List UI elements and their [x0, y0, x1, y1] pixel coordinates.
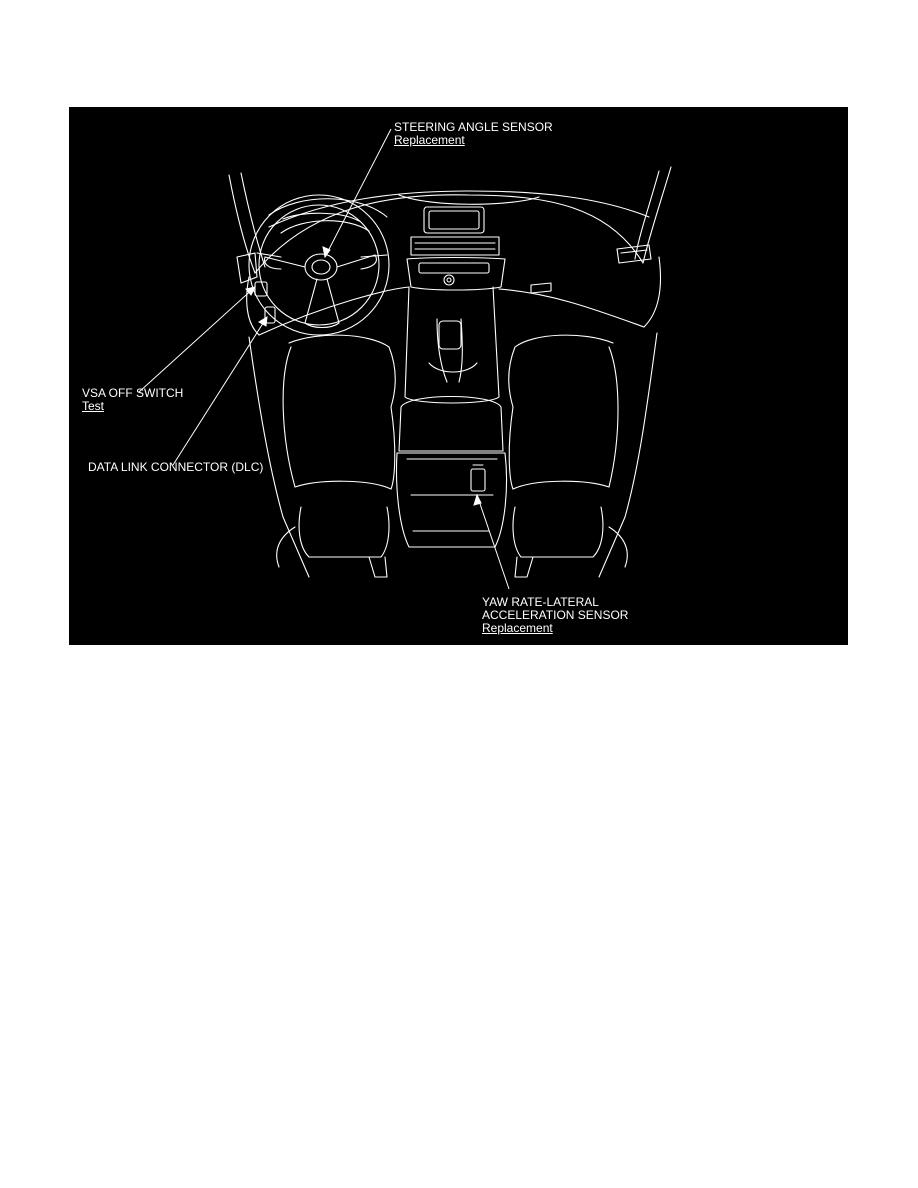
steering-angle-sensor-callout [394, 121, 553, 147]
yaw-leader [477, 495, 509, 589]
vsa-leader [139, 287, 255, 392]
component-location-diagram [69, 107, 848, 645]
yaw-rate-sensor-label-line2: ACCELERATION SENSOR [482, 608, 629, 622]
vsa-off-switch-callout [82, 387, 183, 413]
data-link-connector-callout [88, 461, 263, 474]
vsa-off-switch-label: VSA OFF SWITCH [82, 386, 184, 400]
yaw-rate-sensor-replacement-link[interactable]: Replacement [482, 621, 553, 635]
vsa-off-switch-test-link[interactable]: Test [82, 399, 105, 413]
steering-angle-sensor-replacement-link[interactable]: Replacement [394, 133, 465, 147]
yaw-rate-sensor-label-line1: YAW RATE-LATERAL [482, 595, 599, 609]
vehicle-interior-drawing [69, 107, 848, 645]
data-link-connector-label: DATA LINK CONNECTOR (DLC) [88, 460, 264, 474]
steering-angle-sensor-label: STEERING ANGLE SENSOR [394, 120, 553, 134]
dlc-leader [173, 317, 267, 465]
yaw-rate-sensor-callout [482, 596, 628, 635]
steering-leader [325, 129, 391, 257]
